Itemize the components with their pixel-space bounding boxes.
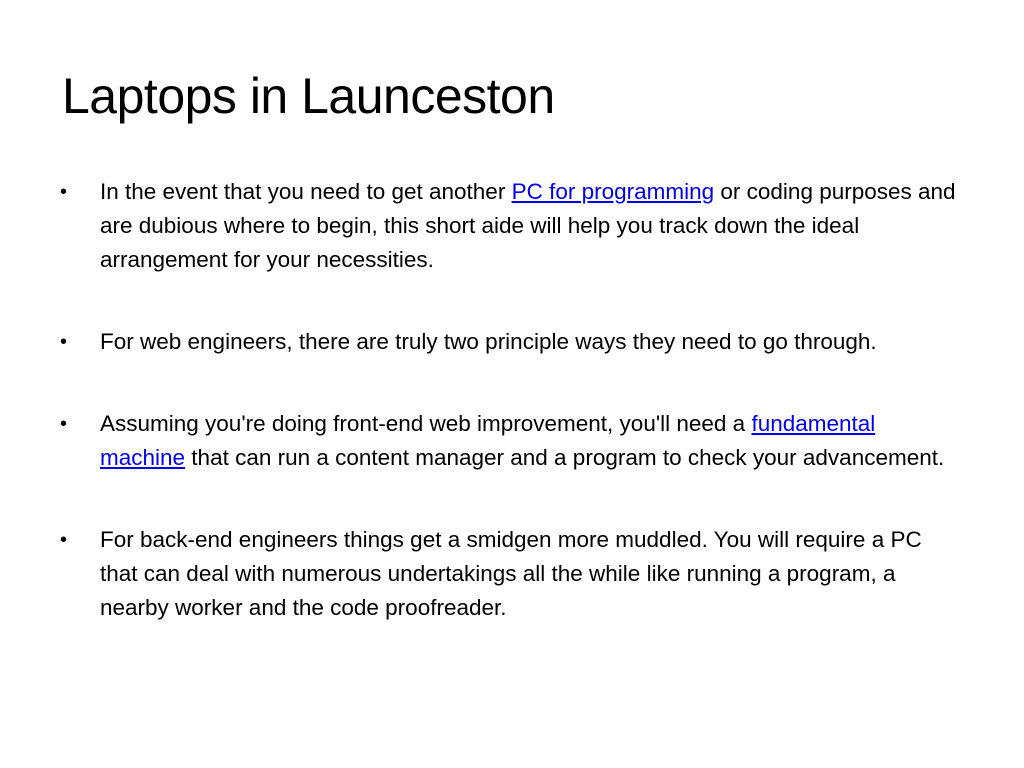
pc-for-programming-link[interactable]: PC for programming (511, 179, 715, 204)
bullet-marker: • (60, 413, 68, 435)
bullet-marker: • (60, 529, 68, 551)
bullet-item (0, 325, 1024, 359)
bullet-text: that can run a content manager and a program to check your advancement. (185, 445, 945, 470)
bullet-text: For back-end engineers things get a smidgen more muddled. You will require a PC that can deal with numerous undertakings all the while like running a program, a nearby worker and the code proofreader. (100, 527, 922, 620)
bullet-marker: • (60, 181, 68, 203)
bullet-text: or coding purposes and are dubious where to begin, this short aide will help you track down the ideal arrangement for your necessities. (100, 179, 956, 272)
slide-title: Laptops in Launceston (62, 68, 555, 124)
bullet-item (0, 175, 1024, 277)
bullet-item (0, 407, 1024, 475)
bullet-item (0, 523, 1024, 625)
bullet-marker: • (60, 331, 68, 353)
bullet-text: Assuming you're doing front-end web improvement, you'll need a (100, 411, 752, 436)
fundamental-machine-link[interactable]: fundamental machine (100, 411, 876, 470)
bullet-list (0, 175, 1024, 673)
bullet-text: For web engineers, there are truly two principle ways they need to go through. (100, 329, 877, 354)
bullet-text: In the event that you need to get another (100, 179, 512, 204)
